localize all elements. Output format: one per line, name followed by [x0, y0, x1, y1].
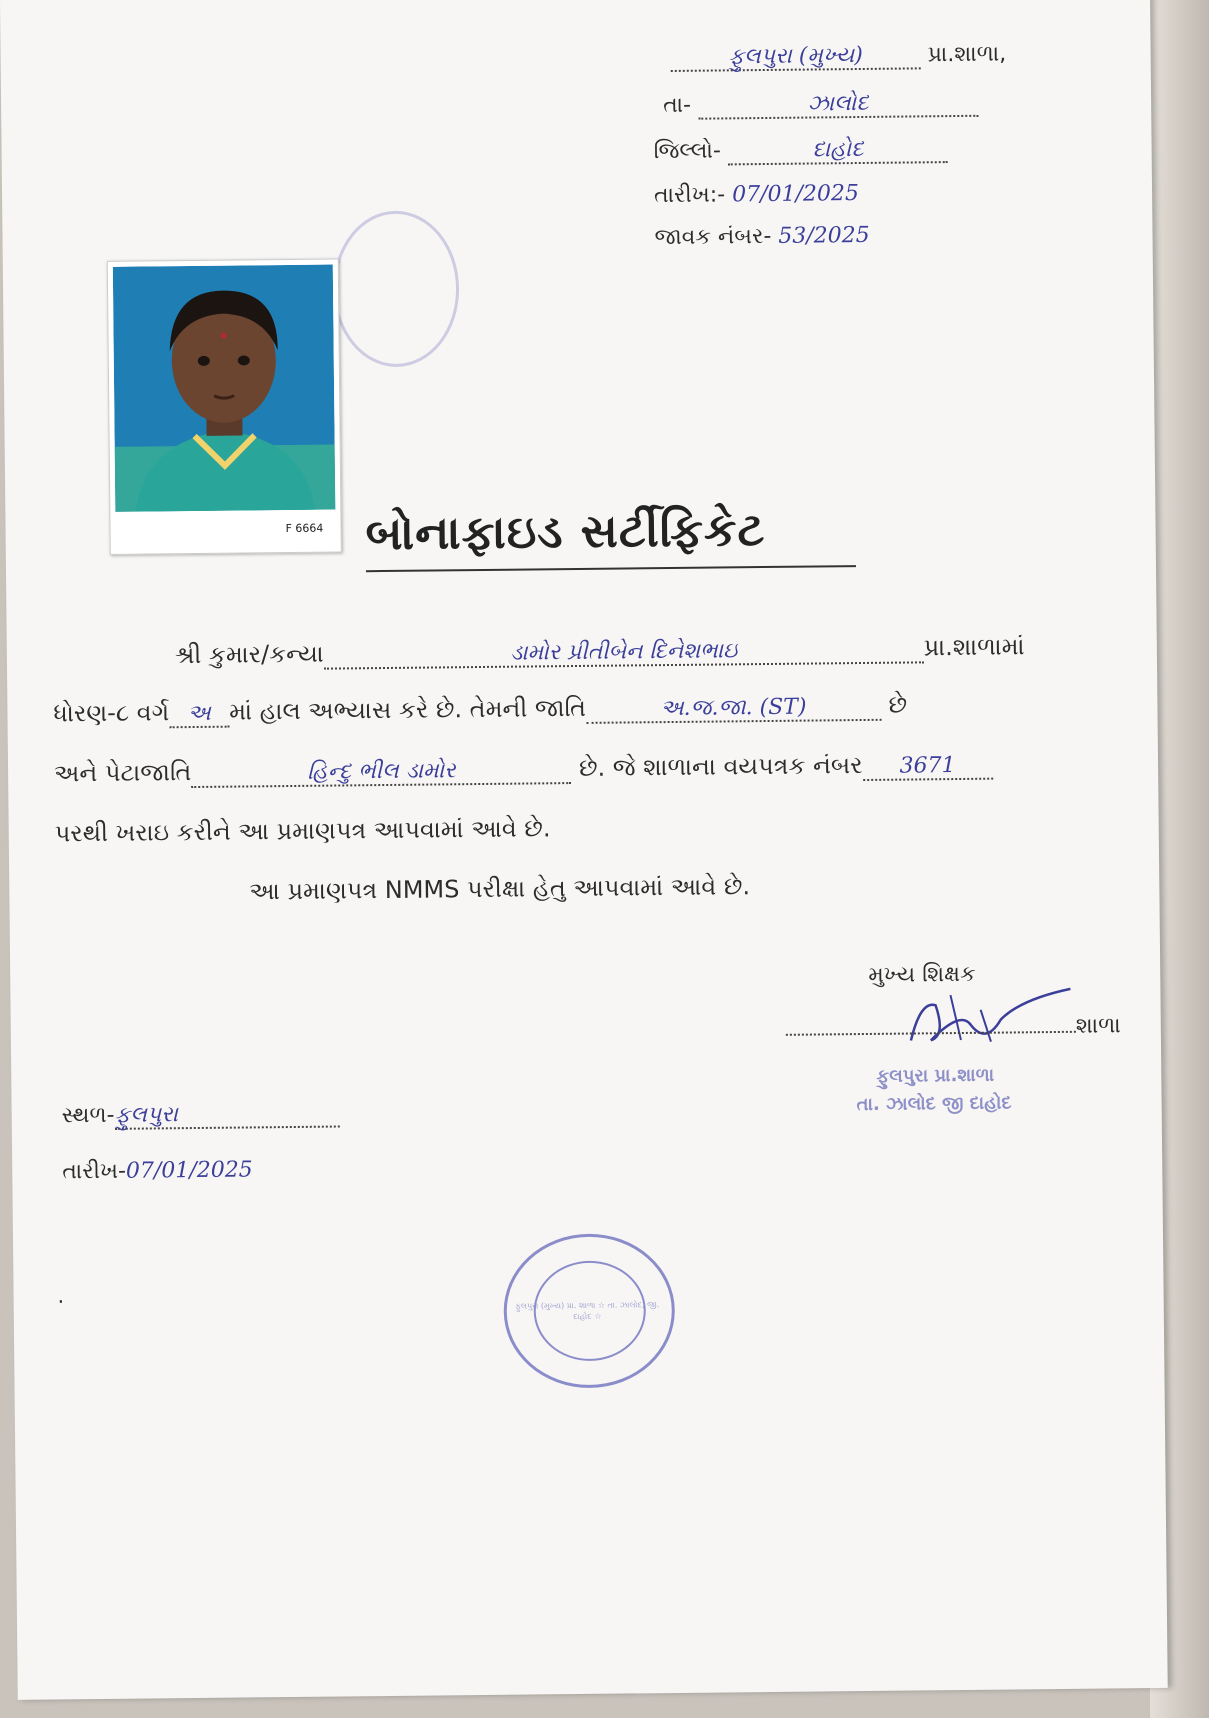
- body-line-3: [54, 750, 993, 790]
- stray-mark: ·: [57, 1289, 65, 1314]
- body-line1-prefix: શ્રી કુમાર/કન્યા: [174, 639, 324, 670]
- date-line-bottom: [62, 1157, 253, 1184]
- taluka-value: ઝાલોદ: [807, 90, 869, 117]
- title-underline: [366, 565, 856, 572]
- date-value: 07/01/2025: [732, 181, 860, 208]
- partial-stamp: [332, 210, 460, 367]
- round-stamp-text: ફુલપુરા (મુખ્ય) પ્રા. શાળા ☆ તા. ઝાલોદ, જી. દાહોદ ☆: [515, 1300, 660, 1322]
- body-line-4: પરથી ખરાઇ કરીને આ પ્રમાણપત્ર આપવામાં આવે છે.: [54, 814, 551, 848]
- student-photo: [107, 258, 342, 554]
- school-stamp-line1: ફુલપુરા પ્રા.શાળા: [876, 1064, 995, 1087]
- body-line2-prefix: ધોરણ-૮ વર્ગ: [53, 698, 170, 728]
- certificate-title: બોનાફાઇડ સર્ટીફિકેટ: [365, 502, 766, 561]
- sign-school-suffix: શાળા: [1075, 1013, 1121, 1039]
- school-name: ફુલપુરા (મુખ્ય): [728, 42, 863, 70]
- body-line-2: [53, 691, 907, 730]
- division-value: અ: [187, 700, 211, 727]
- place-line: [62, 1101, 340, 1131]
- body-line2-suffix: છે: [888, 690, 908, 719]
- designation: મુખ્ય શિક્ષક: [868, 961, 976, 988]
- round-stamp: [503, 1233, 676, 1389]
- district-label: જિલ્લો-: [653, 138, 722, 165]
- subcaste-value: હિન્દુ ભીલ ડામોર: [307, 758, 456, 785]
- register-number: 3671: [899, 753, 956, 779]
- outward-label: જાવક નંબર-: [654, 223, 772, 251]
- school-sign-line: [786, 1013, 1121, 1042]
- district-value: દાહોદ: [812, 136, 864, 163]
- caste-value: અ.જ.જા. (ST): [660, 694, 807, 722]
- place-value: ફુલપુરા: [114, 1102, 179, 1128]
- bottom-date-label: તારીખ-: [62, 1158, 127, 1185]
- photo-code: F 6664: [285, 521, 324, 536]
- body-line2-mid: માં હાલ અભ્યાસ કરે છે. તેમની જાતિ: [229, 693, 587, 726]
- outward-line: [654, 223, 869, 250]
- date-line: [654, 181, 859, 208]
- outward-value: 53/2025: [778, 222, 870, 249]
- school-stamp-line2: તા. ઝાલોદ જી દાહોદ: [856, 1092, 1012, 1116]
- student-name: ડામોર પ્રીતીબેન દિનેશભાઇ: [510, 638, 738, 666]
- place-label: સ્થળ-: [61, 1102, 115, 1129]
- bottom-date-value: 07/01/2025: [125, 1157, 253, 1184]
- taluka-label: તા-: [663, 92, 692, 119]
- body-line-5: આ પ્રમાણપત્ર NMMS પરીક્ષા હેતુ આપવામાં આવે છે.: [249, 872, 751, 906]
- date-label: તારીખ:-: [653, 182, 726, 209]
- district-line: [653, 136, 948, 166]
- body-line3-mid: છે. જે શાળાના વયપત્રક નંબર: [578, 751, 863, 782]
- school-suffix: પ્રા.શાળા,: [927, 41, 1007, 68]
- body-line-1: [175, 632, 1025, 671]
- body-line1-suffix: પ્રા.શાળામાં: [923, 632, 1025, 662]
- student-photo-image: [113, 265, 336, 512]
- body-line3-prefix: અને પેટાજાતિ: [53, 758, 192, 788]
- taluka-line: [663, 90, 978, 120]
- school-line: [671, 41, 1007, 72]
